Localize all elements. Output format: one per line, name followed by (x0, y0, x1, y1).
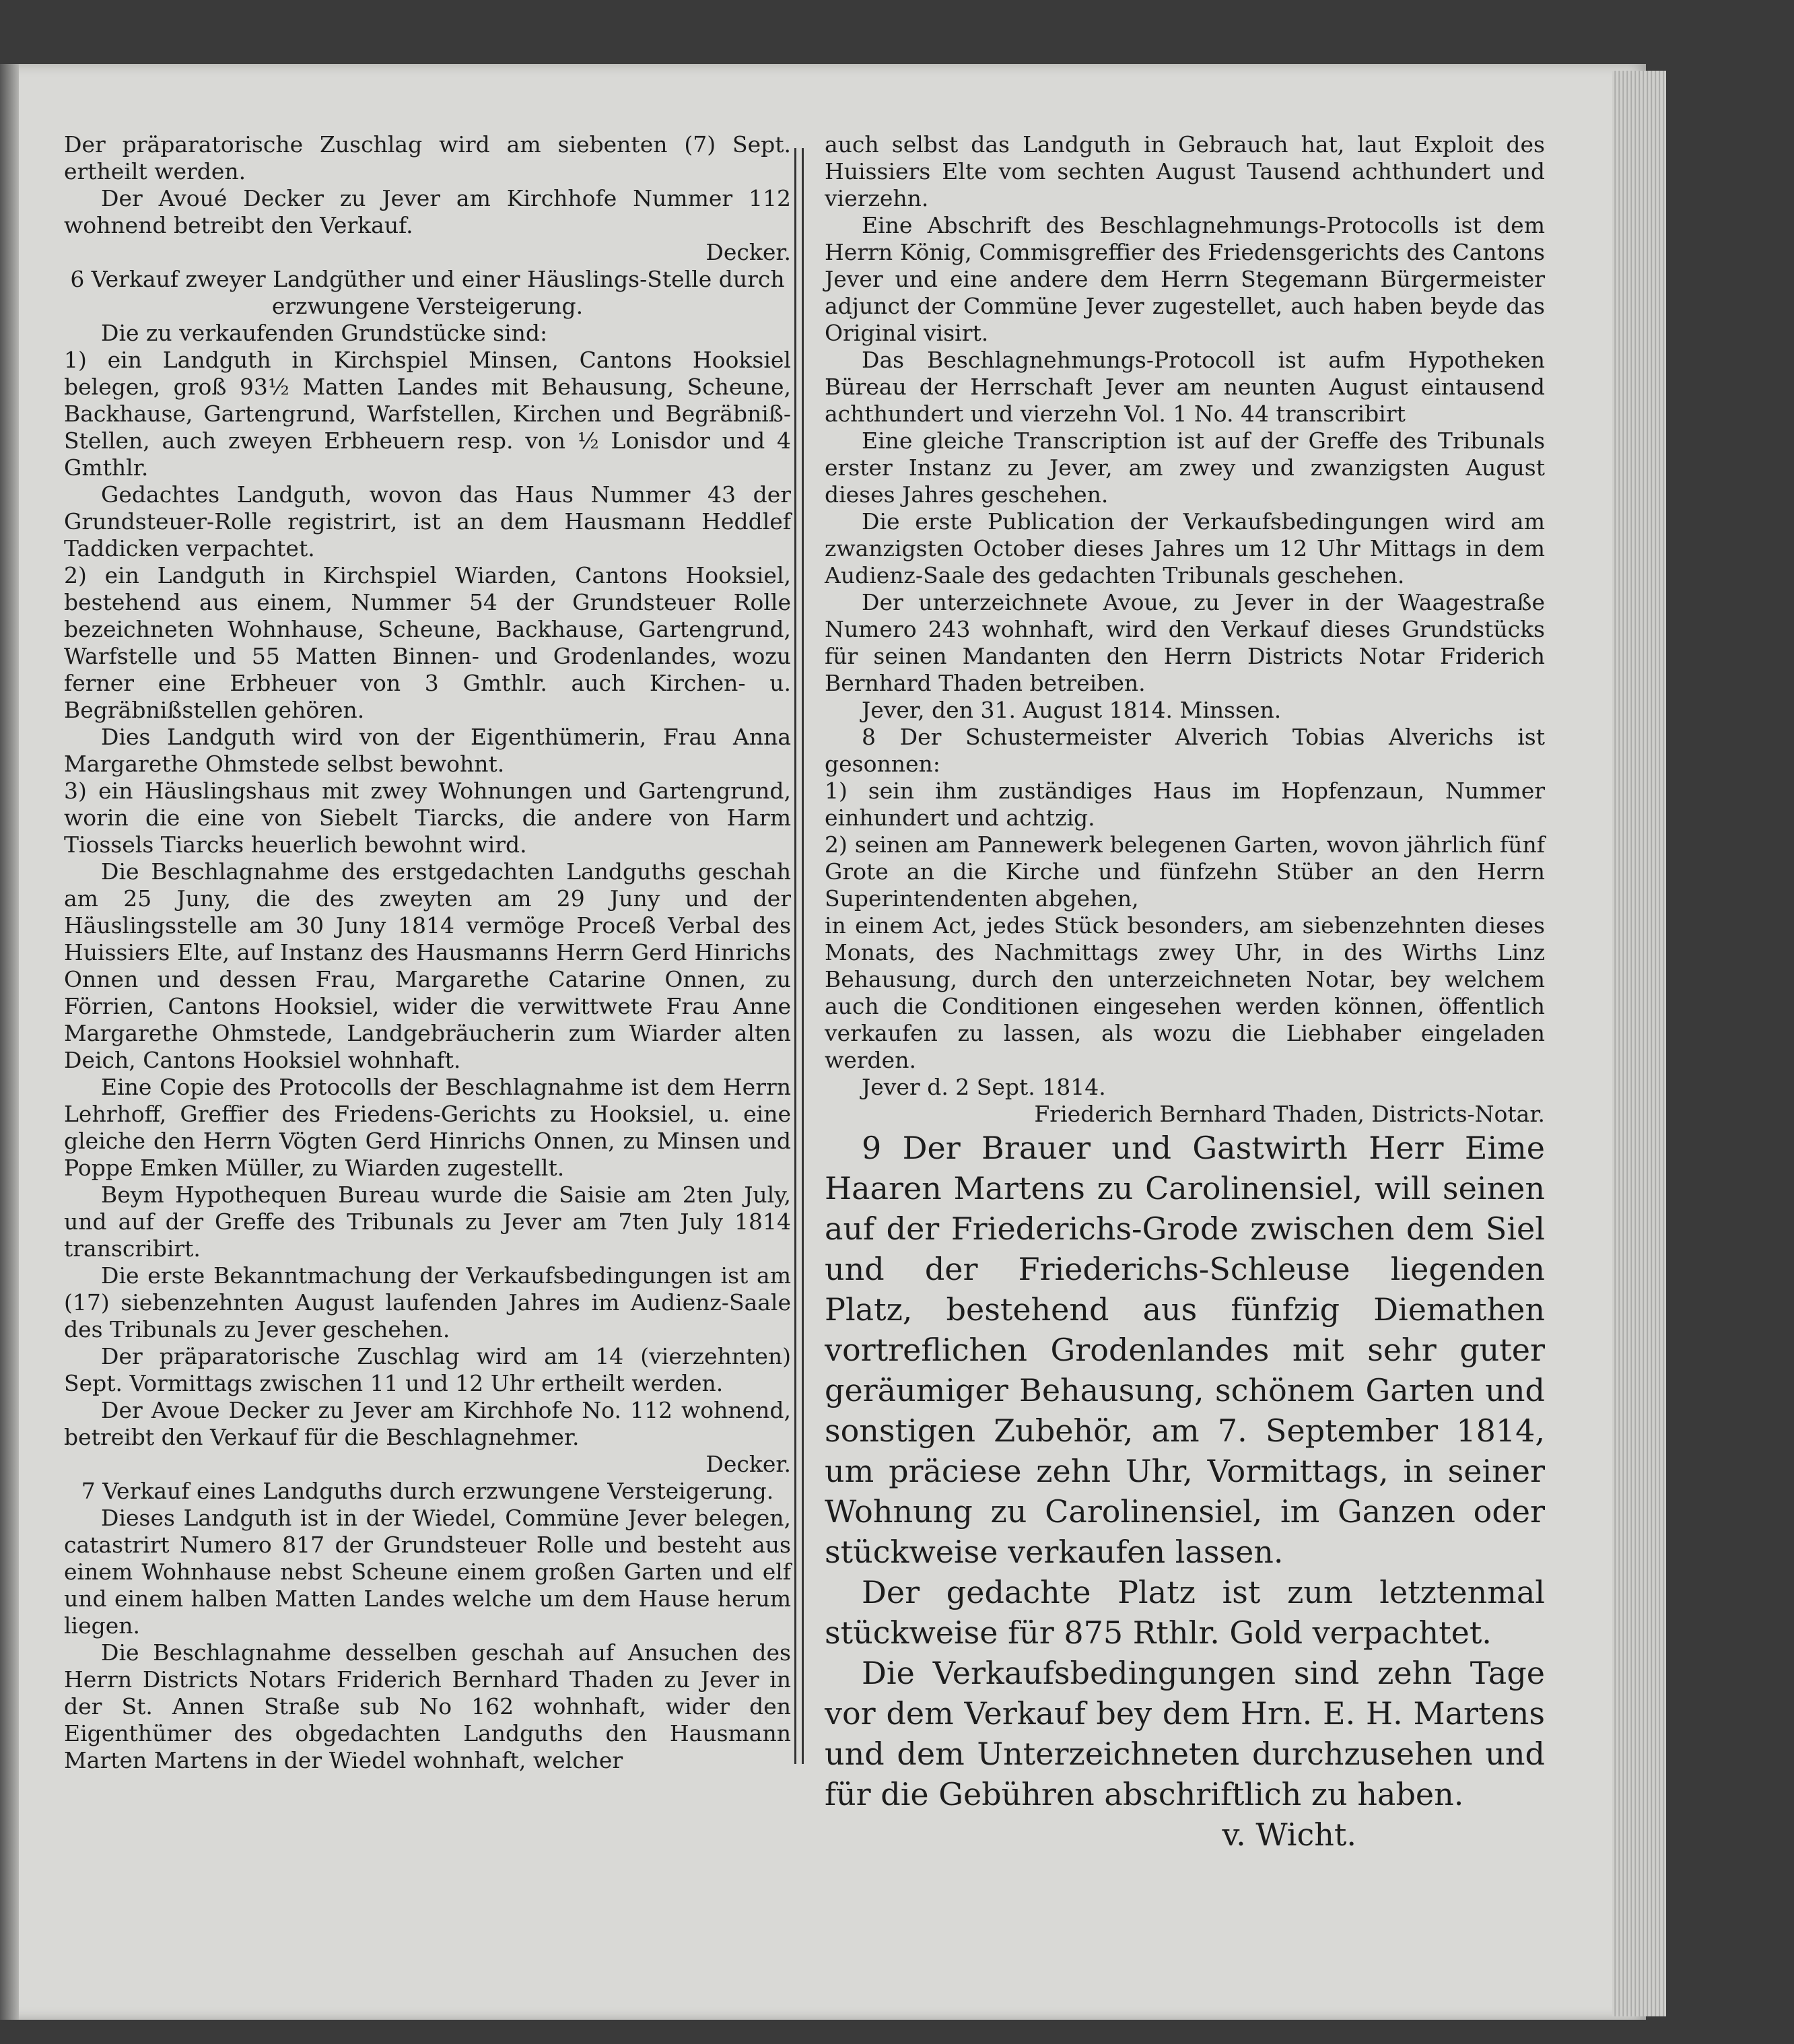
left-paragraph: Die erste Bekanntmachung der Verkaufsbedingungen ist am (17) siebenzehnten August laufenden Jahres im Audienz-Saale des Tribunals zu Jever geschehen. (64, 1262, 791, 1342)
right-paragraph: Der unterzeichnete Avoue, zu Jever in der Waagestraße Numero 243 wohnhaft, wird den Verkauf dieses Grundstücks für seinen Mandanten den Herrn Districts Notar Friderich Bernhard Thaden betreiben. (825, 589, 1545, 696)
right-paragraph: 1) sein ihm zuständiges Haus im Hopfenzaun, Nummer einhundert und achtzig. (825, 778, 1545, 831)
right-paragraph: in einem Act, jedes Stück besonders, am siebenzehnten dieses Monats, des Nachmittags zwey Uhr, in des Wirths Linz Behausung, durch den unterzeichneten Notar, bey welchem auch die Conditionen eingesehen werden können, öffentlich verkaufen zu lassen, als wozu die Liebhaber eingeladen werden. (825, 912, 1545, 1073)
left-paragraph: Eine Copie des Protocolls der Beschlagnahme ist dem Herrn Lehrhoff, Greffier des Friedens-Gerichts zu Hooksiel, u. eine gleiche den Herrn Vögten Gerd Hinrichs Onnen, zu Minsen und Poppe Emken Müller, zu Wiarden zugestellt. (64, 1074, 791, 1181)
right-paragraph: Eine Abschrift des Beschlagnehmungs-Protocolls ist dem Herrn König, Commisgreffier des Friedensgerichts des Cantons Jever und eine andere dem Herrn Stegemann Bürgermeister adjunct der Commüne Jever zugestellet, auch haben beyde das Original visirt. (825, 212, 1545, 346)
left-column (64, 131, 791, 1774)
book-gutter (0, 64, 19, 2020)
right-paragraph: 8 Der Schustermeister Alverich Tobias Alverichs ist gesonnen: (825, 724, 1545, 777)
right-paragraph: Die Verkaufsbedingungen sind zehn Tage vor dem Verkauf bey dem Hrn. E. H. Martens und dem Unterzeichneten durchzusehen und für die Gebühren abschriftlich zu haben. (825, 1655, 1545, 1812)
left-paragraph: 2) ein Landguth in Kirchspiel Wiarden, Cantons Hooksiel, bestehend aus einem, Nummer 54 der Grundsteuer Rolle bezeichneten Wohnhause, Scheune, Backhause, Gartengrund, Warfstelle und 55 Matten Binnen- und Grodenlandes, wozu ferner eine Erbheuer von 3 Gmthlr. auch Kirchen- u. Begräbnißstellen gehören. (64, 562, 791, 723)
left-paragraph: Dies Landguth wird von der Eigenthümerin, Frau Anna Margarethe Ohmstede selbst bewohnt. (64, 724, 791, 777)
right-paragraph: Der gedachte Platz ist zum letztenmal stückweise für 875 Rthlr. Gold verpachtet. (825, 1574, 1545, 1651)
right-paragraph: Die erste Publication der Verkaufsbedingungen wird am zwanzigsten October dieses Jahres um 12 Uhr Mittags in dem Audienz-Saale des gedachten Tribunals geschehen. (825, 508, 1545, 588)
right-paragraph: Eine gleiche Transcription ist auf der Greffe des Tribunals erster Instanz zu Jever, am zwey und zwanzigsten August dieses Jahres geschehen. (825, 428, 1545, 508)
right-column (825, 131, 1545, 1855)
left-paragraph: Die Beschlagnahme desselben geschah auf Ansuchen des Herrn Districts Notars Friderich Bernhard Thaden zu Jever in der St. Annen Straße sub No 162 wohnhaft, wider den Eigenthümer des obgedachten Landguths den Hausmann Marten Martens in der Wiedel wohnhaft, welcher (64, 1639, 791, 1773)
right-paragraph: Das Beschlagnehmungs-Protocoll ist aufm Hypotheken Büreau der Herrschaft Jever am neunten August eintausend achthundert und vierzehn Vol. 1 No. 44 transcribirt (825, 347, 1545, 427)
left-paragraph: 1) ein Landguth in Kirchspiel Minsen, Cantons Hooksiel belegen, groß 93½ Matten Landes mit Behausung, Scheune, Backhause, Gartengrund, Warfstellen, Kirchen und Begräbniß-Stellen, auch zweyen Erbheuern resp. von ½ Lonisdor und 4 Gmthlr. (64, 347, 791, 481)
left-paragraph: Der Avoué Decker zu Jever am Kirchhofe Nummer 112 wohnend betreibt den Verkauf. (64, 185, 791, 238)
left-paragraph: 6 Verkauf zweyer Landgüther und einer Häuslings-Stelle durch erzwungene Versteigerung. (70, 266, 785, 319)
right-paragraph: v. Wicht. (1222, 1816, 1356, 1853)
left-paragraph: Dieses Landguth ist in der Wiedel, Commüne Jever belegen, catastrirt Numero 817 der Grundsteuer Rolle und besteht aus einem Wohnhause nebst Scheune einem großen Garten und elf und einem halben Matten Landes welche um dem Hause herum liegen. (64, 1505, 791, 1639)
left-paragraph: Der Avoue Decker zu Jever am Kirchhofe No. 112 wohnend, betreibt den Verkauf für die Beschlagnehmer. (64, 1397, 791, 1450)
right-paragraph: Jever d. 2 Sept. 1814. (862, 1074, 1106, 1100)
left-paragraph: Gedachtes Landguth, wovon das Haus Nummer 43 der Grundsteuer-Rolle registrirt, ist an dem Hausmann Heddlef Taddicken verpachtet. (64, 481, 791, 561)
left-paragraph: Decker. (705, 239, 791, 265)
left-paragraph: Die Beschlagnahme des erstgedachten Landguths geschah am 25 Juny, die des zweyten am 29 Juny und der Häuslingsstelle am 30 Juny 1814 vermöge Proceß Verbal des Huissiers Elte, auf Instanz des Hausmanns Herrn Gerd Hinrichs Onnen und dessen Frau, Margarethe Catarine Onnen, zu Förrien, Cantons Hooksiel, wider die verwittwete Frau Anne Margarethe Ohmstede, Landgebräucherin zum Wiarder alten Deich, Cantons Hooksiel wohnhaft. (64, 858, 791, 1073)
right-paragraph: Friederich Bernhard Thaden, Districts-Notar. (1034, 1101, 1545, 1127)
left-paragraph: Decker. (705, 1451, 791, 1477)
left-paragraph: Der präparatorische Zuschlag wird am 14 (vierzehnten) Sept. Vormittags zwischen 11 und 12 Uhr ertheilt werden. (64, 1343, 791, 1396)
right-paragraph: Jever, den 31. August 1814. Minssen. (862, 697, 1282, 723)
left-paragraph: 7 Verkauf eines Landguths durch erzwungene Versteigerung. (81, 1478, 774, 1504)
page-stack-edge (1612, 71, 1666, 2016)
right-paragraph: auch selbst das Landguth in Gebrauch hat, laut Exploit des Huissiers Elte vom sechten August Tausend achthundert und vierzehn. (825, 131, 1545, 211)
left-paragraph: 3) ein Häuslingshaus mit zwey Wohnungen und Gartengrund, worin die eine von Siebelt Tiarcks, die andere von Harm Tiossels Tiarcks heuerlich bewohnt wird. (64, 778, 791, 858)
right-paragraph: 2) seinen am Pannewerk belegenen Garten, wovon jährlich fünf Grote an die Kirche und fünfzehn Stüber an den Herrn Superintendenten abgehen, (825, 831, 1545, 912)
left-paragraph: Beym Hypothequen Bureau wurde die Saisie am 2ten July, und auf der Greffe des Tribunals zu Jever am 7ten July 1814 transcribirt. (64, 1182, 791, 1262)
right-paragraph: 9 Der Brauer und Gastwirth Herr Eime Haaren Martens zu Carolinensiel, will seinen auf der Friederichs-Grode zwischen dem Siel und der Friederichs-Schleuse liegenden Platz, bestehend aus fünfzig Diemathen vortreflichen Grodenlandes mit sehr guter geräumiger Behausung, schönem Garten und sonstigen Zubehör, am 7. September 1814, um präciese zehn Uhr, Vormittags, in seiner Wohnung zu Carolinensiel, im Ganzen oder stückweise verkaufen lassen. (825, 1130, 1545, 1570)
left-paragraph: Der präparatorische Zuschlag wird am siebenten (7) Sept. ertheilt werden. (64, 131, 791, 184)
left-paragraph: Die zu verkaufenden Grundstücke sind: (101, 320, 548, 346)
column-divider (794, 148, 804, 1764)
